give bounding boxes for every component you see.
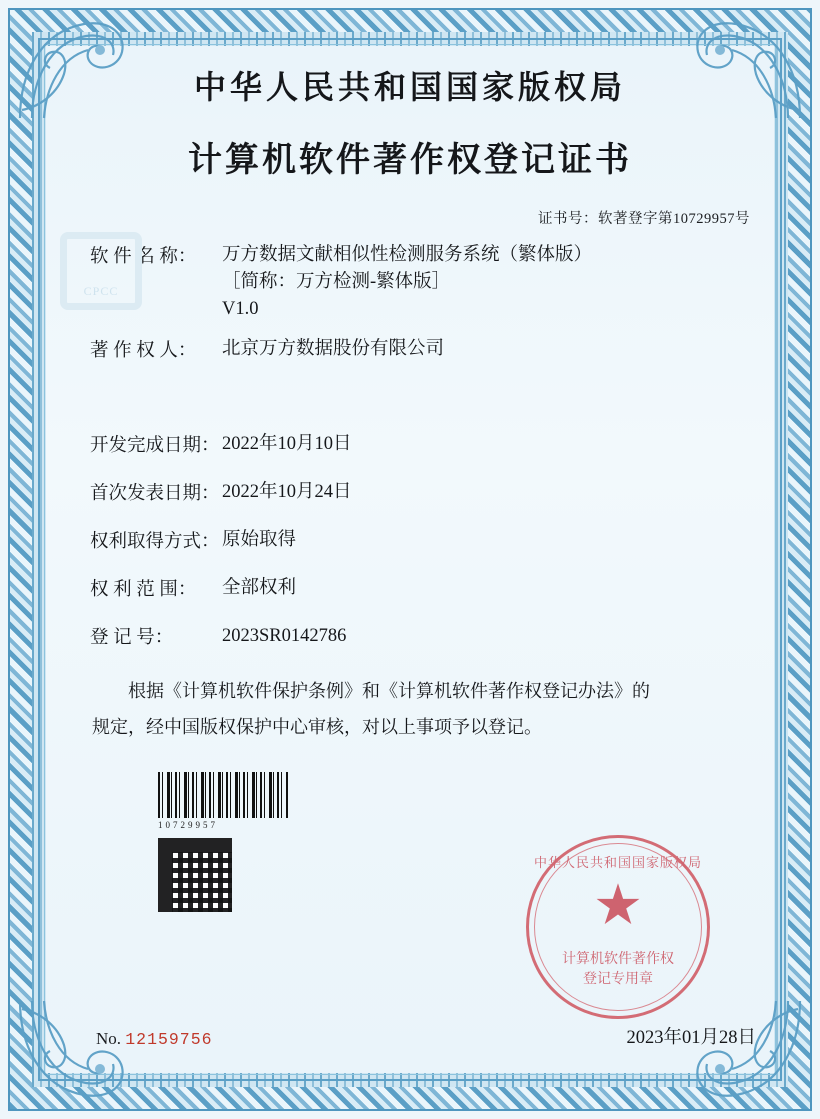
issue-date: 2023年01月28日 xyxy=(626,1028,756,1048)
field-software-name-value xyxy=(222,242,592,322)
barcode-caption: 10729957 xyxy=(158,820,218,830)
certificate-number xyxy=(46,207,774,228)
field-software-name-label: 软 件 名 称： xyxy=(90,247,197,267)
field-rights-scope-value: 全部权利 xyxy=(222,577,297,598)
field-software-name xyxy=(90,242,774,322)
field-copyright-owner-label: 著 作 权 人： xyxy=(90,341,197,362)
field-first-publish-date-value: 2022年10月24日 xyxy=(222,482,352,503)
field-registration-number xyxy=(90,623,774,650)
field-acquisition-method xyxy=(90,527,774,554)
serial-number xyxy=(96,1029,213,1049)
seal-bottom-text xyxy=(529,950,707,991)
seal-top-text: 中华人民共和国国家版权局 xyxy=(533,855,702,870)
field-development-date-value: 2022年10月10日 xyxy=(222,434,352,455)
field-acquisition-method-label: 权利取得方式： xyxy=(90,531,220,552)
seal-bottom-line2: 登记专用章 xyxy=(583,972,653,988)
official-seal xyxy=(526,835,710,1019)
field-first-publish-date xyxy=(90,479,774,506)
field-rights-scope xyxy=(90,575,774,602)
certificate-title: 计算机软件著作权登记证书 xyxy=(188,140,632,180)
field-rights-scope-label: 权 利 范 围： xyxy=(90,579,197,600)
issuer-title: 中华人民共和国国家版权局 xyxy=(193,68,626,106)
legal-statement-line1: 根据《计算机软件保护条例》和《计算机软件著作权登记办法》的 xyxy=(128,681,650,702)
certificate-number-value: 软著登字第10729957号 xyxy=(598,211,750,227)
legal-statement xyxy=(46,673,774,745)
field-first-publish-date-label: 首次发表日期： xyxy=(90,484,220,505)
field-development-date-label: 开发完成日期： xyxy=(90,436,220,457)
serial-number-value: 12159756 xyxy=(125,1030,213,1049)
secondary-fields xyxy=(46,431,774,649)
spacer xyxy=(46,369,774,421)
seal-bottom-line1: 计算机软件著作权 xyxy=(562,952,674,967)
field-acquisition-method-value: 原始取得 xyxy=(222,529,297,550)
legal-statement-line2: 规定，经中国版权保护中心审核，对以上事项予以登记。 xyxy=(92,717,542,738)
certificate-number-label: 证书号： xyxy=(538,211,598,227)
software-name-line2: ［简称：万方检测-繁体版］ xyxy=(222,271,451,292)
field-registration-number-label: 登 记 号： xyxy=(90,627,174,648)
field-copyright-owner-value: 北京万方数据股份有限公司 xyxy=(222,339,445,360)
qr-code xyxy=(158,838,232,912)
field-registration-number-value: 2023SR0142786 xyxy=(222,625,347,646)
cpcc-watermark-logo: CPCC xyxy=(60,232,142,310)
primary-fields xyxy=(46,242,774,363)
software-name-line1: 万方数据文献相似性检测服务系统（繁体版） xyxy=(222,245,593,265)
barcode xyxy=(158,772,288,818)
serial-number-label: No. xyxy=(96,1029,122,1048)
software-version: V1.0 xyxy=(222,298,259,319)
field-development-date xyxy=(90,431,774,458)
field-copyright-owner xyxy=(90,336,774,363)
star-icon: ★ xyxy=(595,879,641,931)
